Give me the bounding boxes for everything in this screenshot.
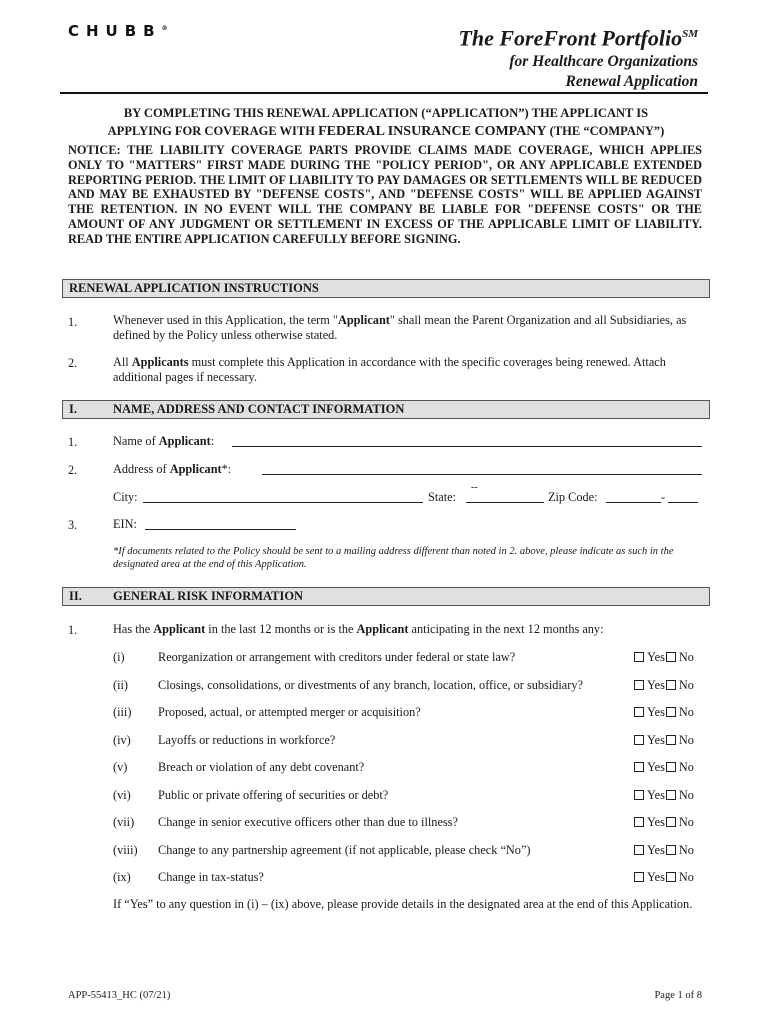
title-subtitle-1: for Healthcare Organizations <box>509 53 698 71</box>
intro-line-2c: (THE “COMPANY”) <box>549 124 665 138</box>
ein-field[interactable] <box>145 529 296 530</box>
question-text: Change in senior executive officers other than due to illness? <box>158 815 458 829</box>
zip-extension-field[interactable] <box>668 502 698 503</box>
question-text: Layoffs or reductions in workforce? <box>158 733 336 747</box>
applicant-name-field[interactable] <box>232 446 702 447</box>
question-text: Reorganization or arrangement with creditors under federal or state law? <box>158 650 516 664</box>
section-number: II. <box>69 589 82 603</box>
no-label: No <box>678 870 694 884</box>
yes-checkbox[interactable] <box>634 790 644 800</box>
section-heading: NAME, ADDRESS AND CONTACT INFORMATION <box>113 402 405 416</box>
city-field[interactable] <box>143 502 423 503</box>
no-label: No <box>678 843 694 857</box>
intro-line-2a: APPLYING FOR COVERAGE WITH <box>107 124 315 138</box>
no-checkbox[interactable] <box>666 762 676 772</box>
yes-label: Yes <box>647 650 665 664</box>
no-label: No <box>678 650 694 664</box>
section-instructions-header <box>62 279 710 298</box>
question-number: (ii) <box>113 678 129 692</box>
applicant-address-field[interactable] <box>262 474 702 475</box>
question-number: (viii) <box>113 843 138 857</box>
yes-no-options <box>634 815 694 830</box>
yes-checkbox[interactable] <box>634 762 644 772</box>
yes-checkbox[interactable] <box>634 872 644 882</box>
notice-paragraph: NOTICE: THE LIABILITY COVERAGE PARTS PROVIDE CLAIMS MADE COVERAGE, WHICH APPLIES ONLY TO "MATTERS" FIRST MADE DURING THE "POLICY PERIOD", OR ANY APPLICABLE EXTENDED REPORTING PERIOD. THE LIMIT OF LIABILITY TO PAY DAMAGES OR SETTLEMENTS WILL BE REDUCED AND MAY BE EXHAUSTED BY "DEFENSE COSTS", AND "DEFENSE COSTS" WILL BE APPLIED AGAINST THE RETENTION. IN NO EVENT WILL THE COMPANY BE LIABLE FOR "DEFENSE COSTS" OR THE AMOUNT OF ANY JUDGMENT OR SETTLEMENT IN EXCESS OF THE APPLICABLE LIMIT OF LIABILITY. READ THE ENTIRE APPLICATION CAREFULLY BEFORE SIGNING. <box>68 143 702 246</box>
yes-no-options <box>634 788 694 803</box>
yes-label: Yes <box>647 815 665 829</box>
page-number: Page 1 of 8 <box>654 990 702 1001</box>
question-number: (i) <box>113 650 125 664</box>
yes-label: Yes <box>647 678 665 692</box>
yes-checkbox[interactable] <box>634 680 644 690</box>
followup-instruction: If “Yes” to any question in (i) – (ix) above, please provide details in the designated area at the end of this Application. <box>113 897 693 911</box>
title-subtitle-2: Renewal Application <box>565 73 698 91</box>
city-label: City: <box>113 490 138 504</box>
yes-checkbox[interactable] <box>634 845 644 855</box>
yes-label: Yes <box>647 843 665 857</box>
zip-label: Zip Code: <box>548 490 598 504</box>
applicant-name-label: Name of Applicant: <box>113 434 215 448</box>
no-label: No <box>678 705 694 719</box>
question-text: Breach or violation of any debt covenant? <box>158 760 365 774</box>
yes-label: Yes <box>647 705 665 719</box>
section-1-header <box>62 400 710 419</box>
no-label: No <box>678 760 694 774</box>
yes-checkbox[interactable] <box>634 707 644 717</box>
item-number: 3. <box>68 518 78 532</box>
applicant-address-label: Address of Applicant*: <box>113 462 232 476</box>
no-label: No <box>678 733 694 747</box>
question-number: (iii) <box>113 705 132 719</box>
instruction-number: 2. <box>68 356 78 370</box>
question-number: (ix) <box>113 870 131 884</box>
chubb-logo: CHUBB® <box>68 22 168 40</box>
question-text: Closings, consolidations, or divestments of any branch, location, office, or subsidiary? <box>158 678 583 692</box>
state-mark: -- <box>471 482 478 493</box>
section-number: I. <box>69 402 77 416</box>
question-number: (v) <box>113 760 128 774</box>
yes-label: Yes <box>647 870 665 884</box>
header-divider <box>60 92 708 94</box>
no-label: No <box>678 788 694 802</box>
yes-no-options <box>634 870 694 885</box>
yes-no-options <box>634 733 694 748</box>
section-2-header <box>62 587 710 606</box>
no-checkbox[interactable] <box>666 845 676 855</box>
section-heading: GENERAL RISK INFORMATION <box>113 589 304 603</box>
document-title <box>458 20 698 92</box>
yes-no-options <box>634 705 694 720</box>
yes-no-options <box>634 843 694 858</box>
yes-no-options <box>634 650 694 665</box>
no-checkbox[interactable] <box>666 652 676 662</box>
question-text: Public or private offering of securities or debt? <box>158 788 389 802</box>
no-label: No <box>678 815 694 829</box>
instruction-number: 1. <box>68 315 78 329</box>
yes-no-options <box>634 678 694 693</box>
state-label: State: <box>428 490 457 504</box>
title-service-mark: SM <box>682 28 698 40</box>
no-checkbox[interactable] <box>666 790 676 800</box>
item-number: 2. <box>68 463 78 477</box>
no-checkbox[interactable] <box>666 817 676 827</box>
mailing-address-note: *If documents related to the Policy should be sent to a mailing address different than noted in 2. above, please indicate as such in the designated area at the end of this Application. <box>113 546 674 570</box>
no-label: No <box>678 678 694 692</box>
question-text: Change to any partnership agreement (if not applicable, please check “No”) <box>158 843 531 857</box>
general-risk-question: Has the Applicant in the last 12 months or is the Applicant anticipating in the next 12 months any: <box>113 622 604 636</box>
yes-label: Yes <box>647 788 665 802</box>
form-id: APP-55413_HC (07/21) <box>68 990 171 1001</box>
item-number: 1. <box>68 623 78 637</box>
no-checkbox[interactable] <box>666 872 676 882</box>
no-checkbox[interactable] <box>666 707 676 717</box>
question-number: (vi) <box>113 788 131 802</box>
zip-field[interactable] <box>606 502 661 503</box>
item-number: 1. <box>68 435 78 449</box>
zip-separator: - <box>661 490 666 504</box>
intro-line-1: BY COMPLETING THIS RENEWAL APPLICATION (“APPLICATION”) THE APPLICANT IS <box>123 106 649 120</box>
question-text: Proposed, actual, or attempted merger or acquisition? <box>158 705 421 719</box>
no-checkbox[interactable] <box>666 680 676 690</box>
ein-label: EIN: <box>113 517 137 531</box>
question-number: (iv) <box>113 733 131 747</box>
instruction-item-2: All Applicants must complete this Application in accordance with the specific coverages being renewed. Attach additional pages if necessary. <box>113 355 666 384</box>
state-field[interactable] <box>466 502 544 503</box>
yes-label: Yes <box>647 760 665 774</box>
yes-checkbox[interactable] <box>634 735 644 745</box>
intro-statement <box>66 104 706 141</box>
yes-label: Yes <box>647 733 665 747</box>
title-main: The ForeFront Portfolio <box>458 25 683 51</box>
question-number: (vii) <box>113 815 135 829</box>
instruction-item-1: Whenever used in this Application, the term "Applicant" shall mean the Parent Organization and all Subsidiaries, as defined by the Policy unless otherwise stated. <box>113 313 687 342</box>
yes-checkbox[interactable] <box>634 652 644 662</box>
company-name: FEDERAL INSURANCE COMPANY <box>318 124 547 139</box>
section-heading: RENEWAL APPLICATION INSTRUCTIONS <box>69 281 319 295</box>
no-checkbox[interactable] <box>666 735 676 745</box>
question-text: Change in tax-status? <box>158 870 264 884</box>
yes-checkbox[interactable] <box>634 817 644 827</box>
yes-no-options <box>634 760 694 775</box>
